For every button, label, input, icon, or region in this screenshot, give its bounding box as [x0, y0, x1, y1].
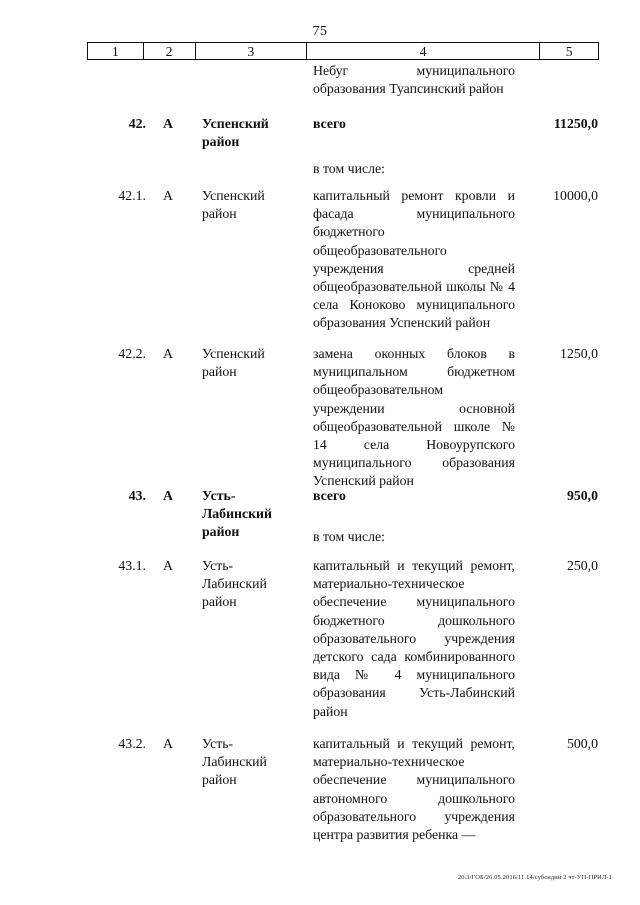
row-description: капитальный и текущий ремонт, материально-техническое обеспечение муниципального автономного дошкольного образовательного учреждения центра развития ребенка —	[313, 736, 515, 843]
row-number: 43.	[128, 488, 146, 503]
row-description: всего	[313, 116, 346, 131]
row-description: всего	[313, 488, 346, 503]
column-header-5: 5	[565, 44, 573, 59]
row-description: замена оконных блоков в муниципальном бюджетном общеобразовательном учреждении основной общеобразовательной школе № 14 села Новоурупского муниципального образования Успенский район	[313, 346, 515, 489]
column-header-4: 4	[307, 43, 540, 59]
row-letter: А	[163, 188, 173, 203]
row-number: 42.	[128, 116, 146, 131]
subtotal-label: в том числе:	[313, 161, 385, 176]
row-number: 42.1.	[118, 188, 146, 203]
row-amount: 950,0	[566, 488, 598, 503]
row-amount: 1250,0	[560, 346, 598, 361]
row-district: Усть-Лабинский район	[202, 558, 267, 610]
row-letter: А	[163, 488, 173, 503]
document-footer-code: 20.3/ГОБ/26.05.2016/11.14/субсидии 2 чт-УП-ПРИЛ-1	[457, 874, 612, 881]
row-letter: А	[163, 346, 173, 361]
row-amount: 500,0	[566, 736, 598, 751]
row-number: 42.2.	[118, 346, 146, 361]
row-district: Успенский район	[202, 188, 265, 222]
row-district: Успенский район	[202, 346, 265, 380]
column-header-1: 1	[88, 43, 144, 59]
column-header-2: 2	[144, 43, 196, 59]
row-district: Усть-Лабинский район	[202, 488, 272, 540]
page-number: 75	[312, 24, 328, 39]
row-number: 43.2.	[118, 736, 146, 751]
row-letter: А	[163, 116, 173, 131]
row-district: Усть-Лабинский район	[202, 736, 267, 788]
row-letter: А	[163, 558, 173, 573]
column-header-3: 3	[196, 43, 308, 59]
column-header-row	[87, 42, 599, 60]
subtotal-label: в том числе:	[313, 529, 385, 544]
row-amount: 250,0	[566, 558, 598, 573]
row-letter: А	[163, 736, 173, 751]
row-number: 43.1.	[118, 558, 146, 573]
continued-description: Небуг муниципального образования Туапсинский район	[313, 63, 515, 97]
row-description: капитальный и текущий ремонт, материально-техническое обеспечение муниципального бюджетного дошкольного образовательного учреждения детского сада комбинированного вида № 4 муниципального образования Усть-Лабинский район	[313, 558, 515, 719]
row-district: Успенский район	[202, 116, 269, 150]
row-amount: 11250,0	[553, 116, 598, 131]
row-amount: 10000,0	[553, 188, 598, 203]
row-description: капитальный ремонт кровли и фасада муниципального бюджетного общеобразовательного учреждения средней общеобразовательной школы № 4 села Коноково муниципального образования Успенский район	[313, 188, 515, 331]
